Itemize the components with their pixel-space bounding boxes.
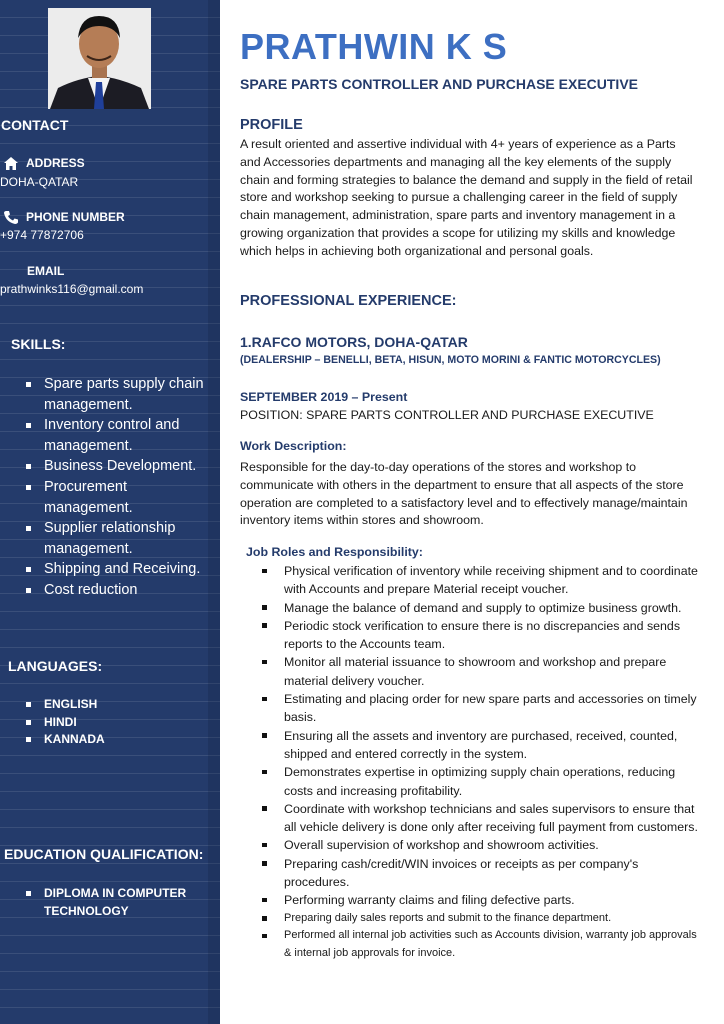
address-label: ADDRESS (26, 156, 85, 170)
job-roles-heading: Job Roles and Responsibility: (246, 545, 423, 559)
sidebar-edge (208, 0, 220, 1024)
candidate-name: PRATHWIN K S (240, 26, 508, 67)
work-description-heading: Work Description: (240, 439, 347, 453)
profile-heading: PROFILE (240, 117, 303, 133)
role-item: Preparing cash/credit/WIN invoices or receipts as per company's procedures. (262, 855, 698, 892)
education-item: DIPLOMA IN COMPUTER TECHNOLOGY (24, 885, 204, 920)
phone-value: +974 77872706 (0, 228, 84, 242)
email-label: EMAIL (27, 264, 65, 278)
language-item: HINDI (24, 714, 204, 732)
role-item: Estimating and placing order for new spare parts and accessories on timely basis. (262, 690, 698, 727)
address-value: DOHA-QATAR (0, 175, 79, 189)
profile-text: A result oriented and assertive individual with 4+ years of experience as a Parts and Accessories departments and managing all the key elements of the supply chain and forming strategies to balance the demand and supply in the field of retail store and workshop seeking to pursue a challenging career in the field of supply chain management, administration, spare parts and inventory management in a growing organization that provides a scope for utilizing my skills and knowledge which helps in achieving both organizational and personal goals. (240, 137, 693, 258)
skill-item: Supplier relationship management. (24, 518, 208, 559)
profile-photo-image (48, 8, 151, 109)
phone-icon (4, 211, 18, 224)
address-label-row (4, 156, 85, 170)
role-item: Performing warranty claims and filing defective parts. (262, 891, 698, 909)
languages-list (24, 696, 204, 749)
skill-item: Inventory control and management. (24, 415, 208, 456)
role-item: Coordinate with workshop technicians and sales supervisors to ensure that all vehicle delivery is done only after receiving full payment from customers. (262, 800, 698, 837)
email-value[interactable]: prathwinks116@gmail.com (0, 282, 144, 296)
job-roles-list (262, 562, 698, 962)
role-item: Overall supervision of workshop and showroom activities. (262, 836, 698, 854)
role-item: Preparing daily sales reports and submit to the finance department. (262, 910, 698, 928)
employment-period: SEPTEMBER 2019 – Present (240, 390, 408, 404)
candidate-title: SPARE PARTS CONTROLLER AND PURCHASE EXECUTIVE (240, 76, 638, 92)
skill-item: Business Development. (24, 456, 208, 477)
work-description-text: Responsible for the day-to-day operations of the stores and workshop to communicate with others in the department to ensure that all aspects of the store operation are completed to a satisfactory level and to effectively manage/maintain inventory items within stores and showroom. (240, 460, 688, 528)
position-title: POSITION: SPARE PARTS CONTROLLER AND PURCHASE EXECUTIVE (240, 408, 654, 422)
company-name: 1.RAFCO MOTORS, DOHA-QATAR (240, 334, 468, 350)
role-item: Performed all internal job activities such as Accounts division, warranty job approvals & internal job approvals for invoice. (262, 927, 698, 962)
phone-label-row (4, 210, 125, 224)
sidebar (0, 0, 208, 1024)
education-list (24, 885, 204, 920)
role-item: Manage the balance of demand and supply to optimize business growth. (262, 599, 698, 617)
role-item: Physical verification of inventory while receiving shipment and to coordinate with Accounts and prepare Material receipt voucher. (262, 562, 698, 599)
phone-label: PHONE NUMBER (26, 210, 125, 224)
experience-heading: PROFESSIONAL EXPERIENCE: (240, 293, 457, 309)
role-item: Demonstrates expertise in optimizing supply chain operations, reducing costs and increasing profitability. (262, 763, 698, 800)
skill-item: Shipping and Receiving. (24, 559, 208, 580)
skills-heading: SKILLS: (11, 336, 66, 352)
skill-item: Cost reduction (24, 580, 208, 601)
role-item: Monitor all material issuance to showroom and workshop and prepare material delivery voucher. (262, 653, 698, 690)
profile-photo (48, 8, 151, 109)
role-item: Periodic stock verification to ensure there is no discrepancies and sends reports to the Accounts team. (262, 617, 698, 654)
language-item: KANNADA (24, 731, 204, 749)
dealership-brands: (DEALERSHIP – BENELLI, BETA, HISUN, MOTO MORINI & FANTIC MOTORCYCLES) (240, 354, 661, 366)
skill-item: Spare parts supply chain management. (24, 374, 208, 415)
languages-heading: LANGUAGES: (8, 658, 103, 674)
skills-list (24, 374, 208, 601)
contact-heading: CONTACT (1, 117, 69, 133)
role-item: Ensuring all the assets and inventory are purchased, received, counted, shipped and entered correctly in the system. (262, 727, 698, 764)
skill-item: Procurement management. (24, 477, 208, 518)
home-icon (4, 157, 18, 170)
education-heading: EDUCATION QUALIFICATION: (4, 846, 204, 862)
language-item: ENGLISH (24, 696, 204, 714)
